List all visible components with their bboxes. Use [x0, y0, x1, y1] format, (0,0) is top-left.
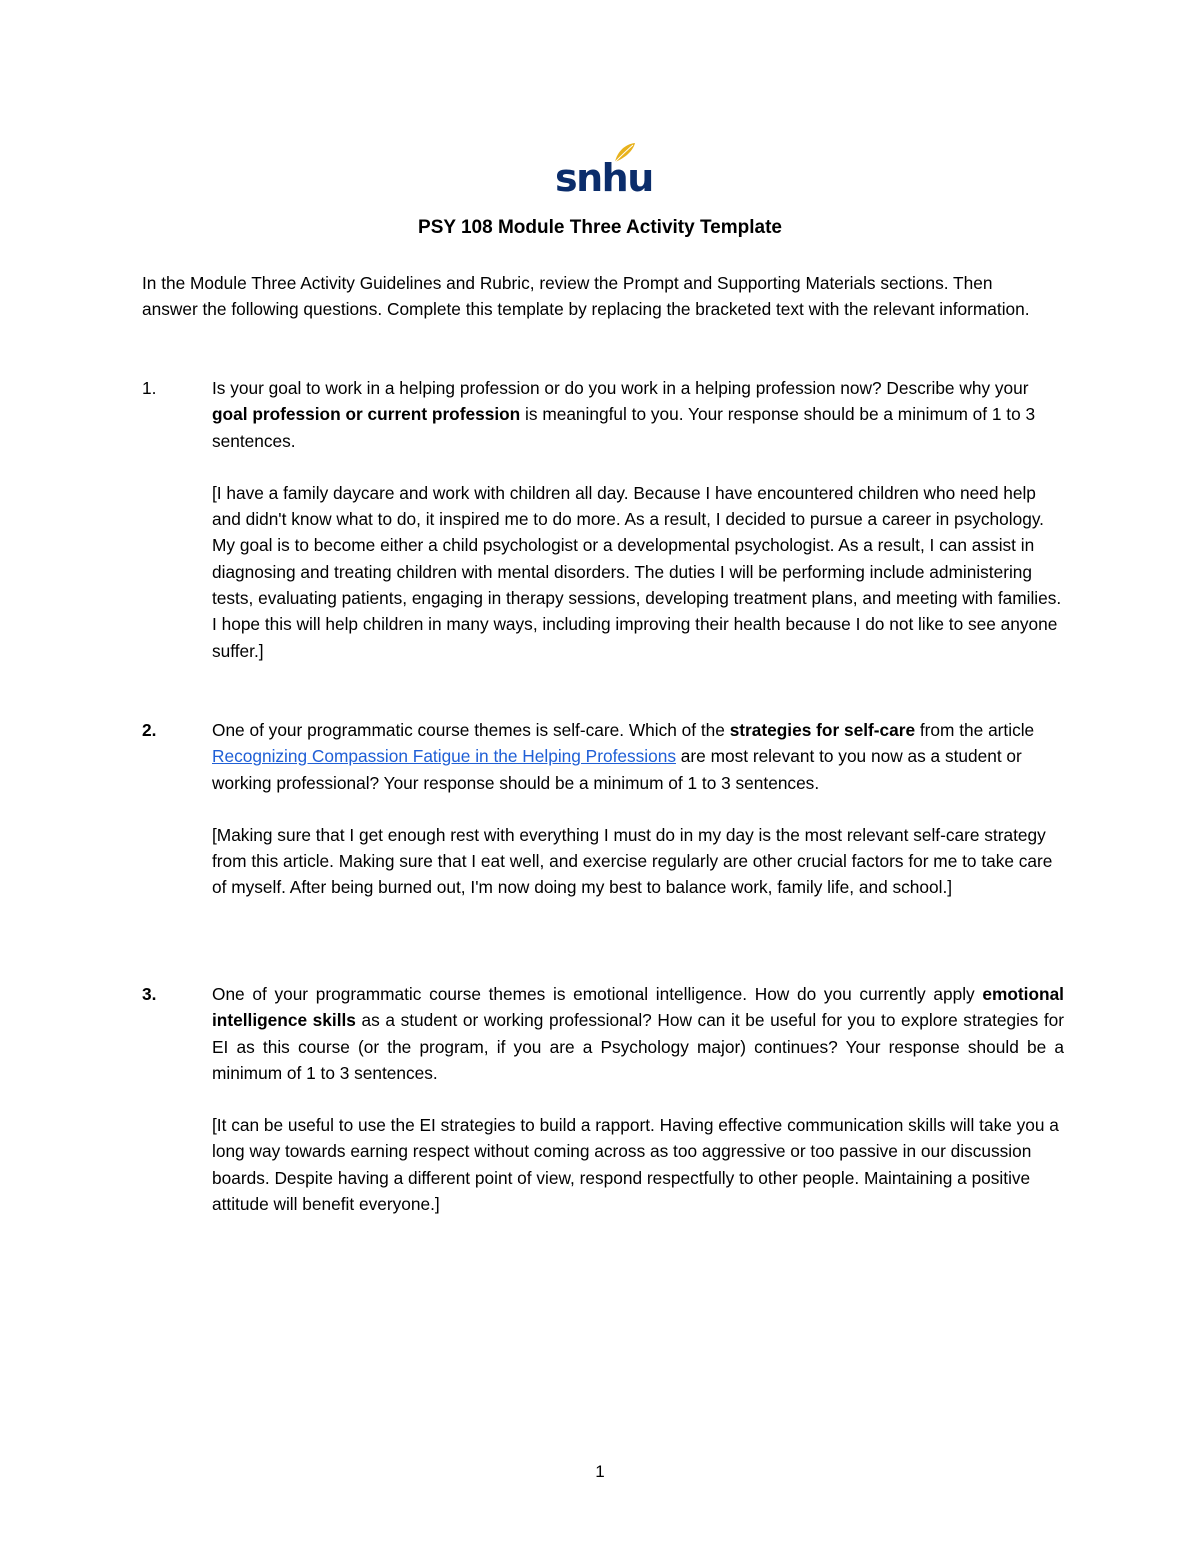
question-response[interactable]: [I have a family daycare and work with children all day. Because I have encountered children who need help and didn't know what to do, it inspired me to do more. As a result, I decided to pursue a career in psychology. My goal is to become either a child psychologist or a developmental psychologist. As a result, I can assist in diagnosing and treating children with mental disorders. The duties I will be performing include administering tests, evaluating patients, engaging in therapy sessions, developing treatment plans, and meeting with families. I hope this will help children in many ways, including improving their health because I do not like to see anyone suffer.]: [212, 482, 1062, 661]
question-response[interactable]: [It can be useful to use the EI strategies to build a rapport. Having effective communication skills will take you a long way towards earning respect without coming across as too aggressive or too passive in our discussion boards. Despite having a different point of view, respond respectfully to other people. Maintaining a positive attitude will benefit everyone.]: [212, 1115, 1059, 1215]
question-response[interactable]: [Making sure that I get enough rest with everything I must do in my day is the most relevant self-care strategy from this article. Making sure that I eat well, and exercise regularly are other crucial factors for me to take care of myself. After being burned out, I'm now doing my best to balance work, family life, and school.]: [212, 824, 1053, 898]
logo-wordmark: snhu: [555, 156, 653, 200]
intro-paragraph: In the Module Three Activity Guidelines and Rubric, review the Prompt and Supporting Materials sections. Then answer the following questions. Complete this template by replacing the bracketed text with the relevant information.: [142, 273, 1030, 320]
question-prompt: One of your programmatic course themes is emotional intelligence. How do you currently apply emotional intelligence skills as a student or working professional? How can it be useful for you to explore strategies for EI as this course (or the program, if you are a Psychology major) continues? Your response should be a minimum of 1 to 3 sentences.: [212, 984, 1064, 1083]
page-number: 1: [595, 1462, 605, 1481]
question-3: [142, 981, 1062, 1217]
article-link[interactable]: Recognizing Compassion Fatigue in the Helping Professions: [212, 746, 676, 767]
question-number: 1.: [142, 378, 157, 398]
snhu-logo: [555, 142, 653, 202]
question-1: [142, 375, 1062, 664]
question-number: 2.: [142, 720, 157, 740]
question-number: 3.: [142, 984, 157, 1004]
question-prompt: Is your goal to work in a helping profession or do you work in a helping profession now? Describe why your goal profession or current profession is meaningful to you. Your response should be a minimum of 1 to 3 sentences.: [212, 378, 1036, 451]
leaf-icon: [613, 142, 637, 164]
question-2: [142, 717, 1062, 901]
question-prompt: One of your programmatic course themes is self-care. Which of the strategies for self-care from the article Recognizing Compassion Fatigue in the Helping Professions are most relevant to you now as a student or working professional? Your response should be a minimum of 1 to 3 sentences.: [212, 720, 1035, 793]
page-title: PSY 108 Module Three Activity Template: [418, 217, 782, 238]
